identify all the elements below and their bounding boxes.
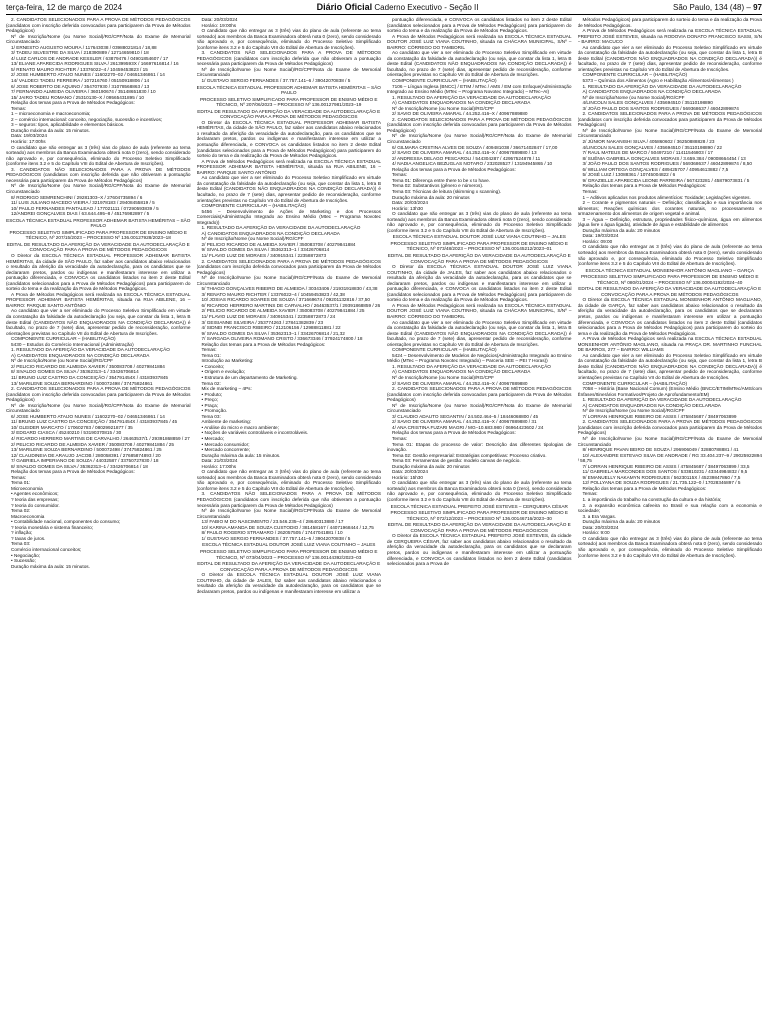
paragraph: Temas: <box>582 491 598 497</box>
paragraph: 9/ SIVALDO GOMES DA SILVA / 35362313–1 / 33426706814 <box>201 247 330 253</box>
paragraph: Data: 21/03/2024 <box>201 458 238 464</box>
page-number: 97 <box>753 2 762 12</box>
paragraph: 1. RESULTADO DA AFERIÇÃO DA VERACIDADE DA AUTODECLARAÇÃO <box>392 94 551 100</box>
paragraph: Horário: 09:00 <box>582 238 613 244</box>
paragraph: Horário: 13h30 <box>392 205 424 211</box>
paragraph: Relação dos temas para a Prova de Métodos Pedagógicos: <box>582 485 707 491</box>
paragraph: Nº de Inscrição/Nome (ou Nome Social)/RG/CPF/Nota do Exame de Memorial Circunstanciado <box>6 402 191 414</box>
paragraph: 3. CANDIDATOS NÃO SELECIONADOS PARA A PROVA DE MÉTODOS PEDAGÓGICOS (candidatos com inscrição deferida que não obtiveram a pontuação necessária para participarem da Prova de Métodos Pedagógicos) <box>6 166 191 183</box>
paragraph: 1/ GUSTAVO SERGIO FERNANDES / 37.757.141–6 / 39042070838 / 5 <box>201 535 351 541</box>
paragraph: A) CANDIDATOS ENQUADRADOS NA CONDIÇÃO DECLARADA <box>582 89 721 95</box>
paragraph: Tema 03: Ferramentas de gestão: modelo canvas de negócio. <box>392 458 521 464</box>
paragraph: 11/ GABRIELA MARCONDES DOS SANTOS / 533810231 / 43344984832 / 9,5 <box>582 469 748 475</box>
paragraph: O candidato que não entregar as 3 (três) vias do plano de aula (referente ao tema sorteado) aos membros da Banca Examinadora obterá nota 0 (zero), sendo considerado não aprovado e, por consequência, eliminado do Processo Seletivo Simplificado (conforme itens 3.2 e 5 do Capítulo VIII do Edital de Abertura de Inscrições). <box>577 535 762 558</box>
paragraph: Temas: <box>11 474 27 480</box>
paragraph: 4/ LUIZ CARLOS DE ANDRADE KESSLER / 63879476 / 04901854607 / 17 <box>11 55 169 61</box>
paragraph: • Origem e evolução; <box>201 369 246 375</box>
paragraph: 1. RESULTADO DA AFERIÇÃO DA VERACIDADE DA AUTODECLARAÇÃO <box>582 83 742 89</box>
paragraph: 2/ SAVIO DE OLIVEIRA AMARAL / 44.252.416–X / 40967889880 / 31 <box>392 419 537 425</box>
paragraph: A Prova de Métodos Pedagógicos será realizada na ESCOLA TÉCNICA ESTADUAL PREFEITO JOSÉ ESTEVES, situada na RODOVIA DONATO FRANCISCO SASSI, S/N – BAIRRO: MACUCO <box>577 28 762 45</box>
paragraph: Temas: <box>392 436 408 442</box>
paragraph: 4/LINCOLN SALES GONÇALVES / 435694510 / 35110198890 <box>582 100 713 106</box>
paragraph: PROCESSO SELETIVO SIMPLIFICADO PARA PROFESSOR DE ENSINO MÉDIO E TÉCNICO, Nº 073/04/2023 – PROCESSO Nº 136.00144392/2023–03 <box>199 548 378 560</box>
page-header <box>6 0 762 15</box>
paragraph: O candidato que não entregar as 3 (três) vias do plano de aula (referente ao tema sorteado) aos membros da Banca Examinadora obterá nota 0 (zero), sendo considerado não aprovado e, por consequência, eliminado do Processo Seletivo Simplificado (conforme itens 3.2 e 5 do Capítulo VIII do Edital de Abertura de Inscrições). <box>6 144 191 167</box>
paragraph: Relação dos temas para a Prova de Métodos Pedagógicos: <box>582 183 707 189</box>
paragraph: A Prova de Métodos Pedagógicos será realizada na ESCOLA TÉCNICA ESTADUAL DOUTOR JOSÉ LUIZ VIANA COUTINHO, situada na CHÁCARA MUNICIPAL, S/Nº – BAIRRO: CÓRREGO DO TAMBORIL <box>387 33 572 50</box>
paragraph: 4/ NADIA ANGELICA BEZUGLAS NOTARO / 232028527 / 13194945865 / 10 <box>392 161 553 167</box>
paragraph: 4/ SIDNEI FRANCISCO RIBEIRO / 212106156 / 12988811881 / 22 <box>201 325 341 331</box>
paragraph: Nº de Inscrição/Nome (ou Nome Social)/RG/CPF <box>392 375 495 380</box>
paragraph: COMPONENTE CURRICULAR – (HABILITAÇÃO) <box>201 203 307 209</box>
paragraph: 7/ GABRIELA IMPERIANO DE SOUZA / 44032587 / 33750727830 / 18 <box>11 458 159 464</box>
paragraph: 6/ RICARDO HERRERO MARTINS DE CARVALHO / 26463537/1 / 29391868859 / 26 <box>201 302 381 308</box>
paragraph: Data: 19/03/2024 <box>11 133 47 139</box>
paragraph: A Prova de Métodos Pedagógicos será realizada na ESCOLA TÉCNICA ESTADUAL MONSENHOR ANTÔNIO MAGLIANO, situada na PRAÇA DR. MARTINHO FUNCHAL DE BARROS, 277 – BAIRRO: WILLIAMS <box>577 336 762 353</box>
paragraph: 3/ RENATO MAURO RICHTER / 13376022–4 / 10459453823 / 42,38 <box>201 291 345 297</box>
paragraph: Duração máxima da aula: 15 minutos. <box>11 127 90 133</box>
paragraph: Tema 01: Diferença entre there to be x to have. <box>392 177 490 183</box>
paragraph: Nº de Inscrição/Nome (ou Nome Social)/RG/CPF/Nota do Exame de Memorial Circunstanciado <box>196 508 381 519</box>
paragraph: 7/ LORRAN HENRIQUE RIBEIRO DE ASSIS / 475845687 / 38497063899 / 33,5 <box>582 463 750 469</box>
paragraph: • Sucessão; <box>11 558 36 564</box>
paragraph: Macroeconomia <box>11 513 45 519</box>
paragraph: 3/ JOÃO PAULO DOS SANTOS RODRIGUES / 569368637 / 46042899874 <box>582 105 739 111</box>
paragraph: O Diretor da ESCOLA TÉCNICA ESTADUAL PROFESSOR ADHEMAR BATISTA HEMÉRITAS, da cidade de SÃO PAULO, faz saber aos candidatos abaixo relacionados o resultado da aferição da veracidade da autodeclaração, para os candidatos que se declararam pretos, pardos ou indígenas e manifestaram interesse em utilizar a pontuação diferenciada, e CONVOCA os candidatos listados no item 2 deste Edital (candidatos selecionados para a Prova de Métodos Pedagógicos) para participarem do sorteio do tema e da realização da Prova de Métodos Pedagógicos. <box>196 119 381 159</box>
paragraph: Duração máxima da aula: 20 minutos <box>582 227 661 233</box>
paragraph: 3. CANDIDATOS NÃO SELECIONADOS PARA A PROVA DE MÉTODOS PEDAGÓGICOS (candidatos com inscrição deferida que não obtiveram a pontuação necessária para participarem da Prova de Métodos Pedagógicos) <box>196 50 381 67</box>
paragraph: 8/ PAULO ROGERIO STRAMARO / 262057505 / 17447041881 / 10 <box>201 530 343 536</box>
paragraph: 2/ PELICIO RICARDO DE ALMEIDA XAVIER / 350083708 / 40279841884 / 25 <box>201 308 365 314</box>
paragraph: PROCESSO SELETIVO SIMPLIFICADO PARA PROFESSOR DE ENSINO MÉDIO E TÉCNICO, Nº 080/01/2024 – PROCESSO Nº 136.00004192/2024–40 <box>580 274 759 285</box>
paragraph: 10/ GLEIDER MARCATO / 170602783 / 08029921877 / 35 <box>11 424 133 430</box>
header-edition: São Paulo, 134 (48) – <box>673 2 751 12</box>
paragraph: 11/ BRUNO LUIZ CASTRO DA CONCEIÇÃO / 354791454X / 43183937845 / 45 <box>11 419 178 425</box>
paragraph: PROCESSO SELETIVO SIMPLIFICADO PARA PROFESSOR DE ENSINO MÉDIO E TÉCNICO, Nº 072/12/2023 – PROCESSO Nº 136.00146716/2023–30 <box>390 510 569 521</box>
paragraph: A) CANDIDATOS ENQUADRADOS NA CONDIÇÃO DECLARADA <box>392 100 531 106</box>
paragraph: 4/LINCOLN SALES GONÇALVES / 435694510 / 35110198890 / 22 <box>582 144 722 150</box>
paragraph: A) CANDIDATOS ENQUADRADOS NA CONDIÇÃO DECLARADA <box>582 402 721 408</box>
paragraph: 1/ ERNESTO AUGUSTO MOURA / 117643038 / 03988021814 / 18,88 <box>11 44 157 50</box>
paragraph: 5373 – Química dos Alimentos (Agro e Habilitação Alimentos/Alimentos ) <box>582 78 734 84</box>
paragraph: 2. CANDIDATOS SELECIONADOS PARA A PROVA DE MÉTODOS PEDAGÓGICOS (candidatos com inscrição deferida convocados para participarem da Prova de Métodos Pedagógicos) <box>6 386 191 403</box>
paragraph: O candidato que não entregar as 3 (três) vias do plano de aula (referente ao tema sorteado) aos membros da Banca Examinadora obterá nota 0 (zero), sendo considerado não aprovado e, por consequência, eliminado do Processo Seletivo Simplificado (conforme itens 3.2 e 5 do Capítulo VIII do Edital de Abertura de Inscrições). <box>196 28 381 50</box>
paragraph: 1. RESULTADO DA AFERIÇÃO DA VERACIDADE DA AUTODECLARAÇÃO <box>11 347 170 353</box>
paragraph: 2. CANDIDATOS SELECIONADOS PARA A PROVA DE MÉTODOS PEDAGÓGICOS (candidatos com inscrição deferida convocados para participarem da Prova de Métodos Pedagógicos) <box>196 258 381 275</box>
paragraph: Métodos Pedagógicos) para participarem do sorteio do tema e da realização da Prova de Métodos Pedagógicos. <box>577 17 762 28</box>
paragraph: 13/ MARILENE SOUZA BERNARDINO / 500072498 / 37475824861 / 25 <box>11 447 162 453</box>
paragraph: 7/ SARGADA OLIVEIRA ROMANO CRISTO / 336673346 / 37924174800 / 18 <box>201 336 363 342</box>
paragraph: COMPONENTE CURRICULAR – (HABILITAÇÃO) <box>582 380 688 386</box>
paragraph: Ao candidato que vier a ser eliminado do Processo Seletivo Simplificado em virtude da constatação da falsidade da autodeclaração (ou seja, que constar da lista 1, letra B deste Edital (CANDIDATOS NÃO ENQUADRADOS NA CONDIÇÃO DECLARADA)) é facultado, no prazo de 7 (sete) dias, apresentar pedido de reconsideração, conforme orientações previstas no Capítulo VII do Edital de Abertura de Inscrições. <box>196 175 381 203</box>
paragraph: 2/ ANDRESSA DELAGO PESCAROLI / 544304287 / 42957524878 / 11 <box>392 155 541 161</box>
paragraph: 3 – seguros: tipos, aplicabilidade e elementos básicos. <box>11 122 125 128</box>
paragraph: A Prova de Métodos Pedagógicos será realizada na ESCOLA TÉCNICA ESTADUAL PROFESSOR ADHEMAR BATISTA HEMÉRITAS, situada na RUA ABILENE, 16 – BAIRRO: PARQUE SANTO ANTÔNIO <box>196 158 381 175</box>
paragraph: 11/ FLAVIO LUIZ DE MORAES / 340915341 / 22358872873 / 24 <box>201 313 336 319</box>
paragraph: 1/ GUSTAVO SERGIO FERNANDES / 37.757.141–6 / 39042070838 / 5 <box>201 78 351 84</box>
paragraph: Ao candidato que vier a ser eliminado do Processo Seletivo Simplificado em virtude da constatação da falsidade da autodeclaração (ou seja, que constar da lista 1, letra B deste Edital (CANDIDATOS NÃO ENQUADRADOS NA CONDIÇÃO DECLARADA)) é facultado, no prazo de 7 (sete) dias, apresentar pedido de reconsideração, conforme orientações previstas no Capítulo VII do Edital de Abertura de Inscrições. <box>387 50 572 78</box>
paragraph: Nº de Inscrição/Nome (ou Nome Social)/RG/CPF/Nota do Exame de Memorial Circunstanciado <box>577 436 762 447</box>
paragraph: Data: 20/03/2024 <box>201 17 238 22</box>
paragraph: Duração máxima da aula: 15 minutos. <box>201 452 281 458</box>
paragraph: • Praça; <box>201 402 218 408</box>
paragraph: A) CANDIDATOS ENQUADRADOS NA CONDIÇÃO DECLARADA <box>392 369 531 375</box>
paragraph: 12/ POLLYANA DE SOUZA RODRIGUES / 21.735.122–0 / 17028346897 / 5 <box>582 480 741 486</box>
paragraph: 3 – Água – Definição, estrutura, propriedades físico–químicas, água em alimentos (água livre x água ligada), atividade de água e estabilidade de alimentos <box>577 216 762 228</box>
paragraph: • Análise do micro e macro ambiente; <box>201 424 279 430</box>
paragraph: 10/ PAULO FERNANDES PANTALEAO / 177021111 / 07290593839 / 5 <box>11 205 159 211</box>
paragraph: Tema 03: <box>201 413 221 419</box>
paragraph: Nº de Inscrição/Nome (ou Nome Social)/RG/CPF <box>11 358 114 364</box>
paragraph: 2/ PELICIO RICARDO DE ALMEIDA XAVIER / 350083708 / 40279841884 / 25 <box>11 441 175 447</box>
paragraph: 5424 – Desenvolvimento de Modelos de Negócios(Administração Integrado ao Ensino Médio (MTec – Programa Novotec Integrado) – Parceria SEE – PEI 7 Horas)) <box>387 352 572 364</box>
paragraph: Ao candidato que vier a ser eliminado do Processo Seletivo Simplificado em virtude da constatação da falsidade da autodeclaração (ou seja, que constar da lista 1, letra B deste Edital (CANDIDATOS NÃO ENQUADRADOS NA CONDIÇÃO DECLARADA)) é facultado, no prazo de 7 (sete) dias, apresentar pedido de reconsideração, conforme orientações previstas no Capítulo VII do Edital de Abertura de Inscrições. <box>577 352 762 380</box>
paragraph: 12/ANDREI GONÇALVES DIAS / 63.644.495–8 / 45176982897 / 5 <box>11 211 150 217</box>
paragraph: Ao candidato que vier a ser eliminado do Processo Seletivo Simplificado em virtude da constatação da falsidade da autodeclaração (ou seja, que constar da lista 1, letra B deste Edital (CANDIDATOS NÃO ENQUADRADOS NA CONDIÇÃO DECLARADA)) é facultado, no prazo de 7 (sete) dias, apresentar pedido de reconsideração, conforme orientações previstas no Capítulo VII do Edital de Abertura de Inscrições. <box>387 319 572 347</box>
paragraph: Data: 20/03/2024 <box>392 200 428 206</box>
text-columns <box>6 17 762 1022</box>
paragraph: Relação dos temas para a Prova de Métodos Pedagógicos: <box>11 100 135 106</box>
paragraph: • Mercado consumidor; <box>201 441 250 447</box>
paragraph: Data: 19/03/2024 <box>582 233 619 239</box>
paragraph: EDITAL DE RESULTADO DA AFERIÇÃO DA VERACIDADE DA AUTODECLARAÇÃO E CONVOCAÇÃO PARA A PROVA DE MÉTODOS PEDAGÓGICOS <box>578 286 762 297</box>
paragraph: ? taxas de juros. <box>11 535 46 541</box>
paragraph: 10/ JOSIAS RICARDO SOARES DE SOUZA / 371669674 / 09201132816 / 37,50 <box>201 297 370 303</box>
paragraph: Data: 20/03/2024 <box>582 524 619 530</box>
paragraph: ESCOLA TÉCNICA ESTADUAL PROFESSOR ADHEMAR BATISTA HEMÉRITAS – SÃO PAULO <box>196 84 381 96</box>
paragraph: Tema 02: Gestão empresarial: Estratégias competitivas: Processo criativo. <box>392 452 547 458</box>
paragraph: 8/ HENRIQUE PAVAN BEIRO DE SOUZA / 296906049 / 32880788881 / 41 <box>582 447 739 453</box>
paragraph: 2/ SAVIO DE OLIVEIRA AMARAL / 44.252.416–X / 40967889880 / 13 <box>392 150 537 156</box>
paragraph: 2 – comércio internacional: conceito, negociação, sucessão e incentivos; <box>11 116 163 122</box>
paragraph: A Prova de Métodos Pedagógicos será realizada na ESCOLA TÉCNICA ESTADUAL PROFESSOR ADHEMAR BATISTA HEMÉRITAS, situada na RUA ABILENE, 16 – BAIRRO: PARQUE SANTO ANTÔNIO <box>6 291 191 308</box>
paragraph: Nº de Inscrição/Nome (ou Nome Social)/RG/CPF <box>201 236 304 242</box>
paragraph: O candidato que não entregar as 3 (três) vias do plano de aula (referente ao tema sorteado) aos membros da Banca Examinadora obterá nota 0 (zero), sendo considerado não aprovado e, por consequência, eliminado do Processo Seletivo Simplificado (conforme itens 3.2 e 5 do Capítulo VIII do Edital de Abertura de Inscrições). <box>196 469 381 491</box>
paragraph: Mix de marketing – 4Ps: <box>201 386 252 392</box>
paragraph: ? teoria do consumidor. <box>11 502 60 508</box>
paragraph: 9/ EMANUELLY NAKAMYN RODRIGUES / 56230115X / 45239847860 / 7,5 <box>582 474 741 480</box>
paragraph: Ambiente de marketing: <box>201 419 252 425</box>
paragraph: 2. CANDIDATOS SELECIONADOS PARA A PROVA DE MÉTODOS PEDAGÓGICOS (candidatos com inscrição deferida convocados para participarem da Prova de Métodos Pedagógicos) <box>6 17 191 34</box>
paragraph: ? teoria das empresas; <box>11 497 59 503</box>
paragraph: Horário: 9:00 <box>582 530 610 536</box>
paragraph: Nº de Inscrição/Nome (ou Nome Social)/RG/CPF/Nota do Exame de Memorial Circunstanciado <box>387 133 572 145</box>
paragraph: • Noções de variáveis controláveis e incontroláveis. <box>201 430 309 436</box>
paragraph: O Diretor da ESCOLA TÉCNICA ESTADUAL DOUTOR JOSÉ LUIZ VIANA COUTINHO, da cidade de JALES, faz saber aos candidatos abaixo relacionados o resultado da aferição da veracidade da autodeclaração, para os candidatos que se declararam pretos, pardos ou indígenas e manifestaram interesse em utilizar a <box>196 572 381 594</box>
paragraph: 3. CANDIDATOS NÃO SELECIONADOS PARA A PROVA DE MÉTODOS PEDAGÓGICOS (candidatos com inscrição deferida que não obtiveram a pontuação necessária para participarem da Prova de Métodos Pedagógicos) <box>196 491 381 508</box>
paragraph: 1. a importância do trabalho na construção da cultura e da história; <box>582 497 722 503</box>
paragraph: EDITAL DE RESULTADO DA AFERIÇÃO DA VERACIDADE DA AUTODECLARAÇÃO E CONVOCAÇÃO PARA A PROVA DE MÉTODOS PEDAGÓGICOS <box>387 252 571 264</box>
paragraph: EDITAL DE RESULTADO DA AFERIÇÃO DA VERACIDADE DA AUTODECLARAÇÃO E CONVOCAÇÃO PARA A PROVA DE MÉTODOS PEDAGÓGICOS <box>197 108 381 120</box>
paragraph: O Diretor da ESCOLA TÉCNICA ESTADUAL DOUTOR JOSÉ LUIZ VIANA COUTINHO, da cidade de JALES, faz saber aos candidatos abaixo relacionados o resultado da aferição da veracidade da autodeclaração, para os candidatos que se declararam pretos, pardos ou indígenas e manifestaram interesse em utilizar a pontuação diferenciada, e CONVOCA os candidatos listados no item 2 deste Edital (candidatos selecionados para a Prova de Métodos Pedagógicos) para participarem do sorteio do tema e da realização da Prova de Métodos Pedagógicos. <box>387 264 572 303</box>
paragraph: • Mercado concorrente; <box>201 447 251 453</box>
paragraph: Relação dos temas para a Prova de Métodos Pedagógicos: <box>392 430 516 436</box>
paragraph: 3. a Era Vargas. <box>582 513 617 519</box>
paragraph: 3/ TADEU SILVESTRE DA SILVA / 218390889 / 12714659810 / 18 <box>11 50 149 56</box>
paragraph: 4/ RICARDO HERRERO MARTINS DE CARVALHO / 26463537/1 / 29391868859 / 27 <box>11 436 190 442</box>
paragraph: Duração máxima da aula: 15 minutos. <box>11 563 90 569</box>
paragraph: • Contabilidade nacional, componentes do consumo; <box>11 519 121 525</box>
paragraph: Nº de Inscrição/Nome (ou Nome Social)/RG/CPF <box>392 105 495 111</box>
paragraph: 9/ SIVALDO GOMES DA SILVA / 35362313–1 / 33426706814 / 21,32 <box>201 330 345 336</box>
paragraph: COMPONENTE CURRICULAR – (HABILITAÇÃO) <box>582 72 688 78</box>
paragraph: PROCESSO SELETIVO SIMPLIFICADO PARA PROFESSOR DE ENSINO MÉDIO E TÉCNICO, Nº 207/15/2023 – PROCESSO Nº 136.00127928/2023–18 <box>9 229 188 241</box>
paragraph: 7106 – Língua Inglesa (BNCC) / ETIM / MTec / AMS / EM com Enfoque(Administração Integrado ao Ensino Médio (MTec – Programa Novotec Integrado) – MTec–AI) <box>387 83 572 95</box>
paragraph: 12/ CLAUDINEIA DE ARAUJO JACOB / 280058391 / 27685874893 / 20 <box>11 452 161 458</box>
paragraph: ? teoria monetária e sistema financeiro; <box>11 524 94 530</box>
paragraph: A Prova de Métodos Pedagógicos será realizada na ESCOLA TÉCNICA ESTADUAL DOUTOR JOSÉ LUIZ VIANA COUTINHO, situada na CHÁCARA MUNICIPAL, S/Nº – BAIRRO: CÓRREGO DO TAMBORIL <box>387 302 572 319</box>
paragraph: • Promoção. <box>201 408 228 414</box>
paragraph: Temas: <box>11 105 27 111</box>
paragraph: Tema 03: Técnicas de leitura (skimming x scanning). <box>392 188 502 194</box>
paragraph: 7/ FERNANDO ALMEIDA OLIVEIRA / 360190674 / 35148651830 / 10 <box>11 89 156 95</box>
paragraph: • Conceito; <box>201 363 225 369</box>
paragraph: Relação dos temas para a Prova de Métodos Pedagógicos: <box>392 166 516 172</box>
paragraph: EDITAL DE RESULTADO DA AFERIÇÃO DA VERACIDADE DA AUTODECLARAÇÃO E CONVOCAÇÃO PARA A PROVA DE MÉTODOS PEDAGÓGICOS <box>6 241 190 253</box>
paragraph: 5/ JOSÉ LUIZ / 13088361 / 10745004822 / 6 <box>582 172 676 178</box>
paragraph: O candidato que não entregar as 3 (três) vias do plano de aula (referente ao tema sorteado) aos membros da Banca Examinadora obterá nota 0 (zero), sendo considerado não aprovado e, por consequência, eliminado do Processo Seletivo Simplificado (conforme itens 3.2 e 5 do Capítulo VIII do Edital de Abertura de Inscrições). <box>387 211 572 233</box>
column-1 <box>6 17 191 1022</box>
paragraph: 1 – microeconomia e macroeconomia; <box>11 111 91 117</box>
paragraph: Tema 02: Substantivos (gênero e números). <box>392 183 484 189</box>
paragraph: Duração máxima da aula: 20 minutos <box>392 463 470 469</box>
header-date: terça-feira, 12 de março de 2024 <box>6 2 123 12</box>
paragraph: 2/ PELICIO RICARDO DE ALMEIDA XAVIER / 350083708 / 40279841884 <box>11 363 165 369</box>
paragraph: 8/ SIVALDO GOMES DA SILVA / 35362313–1 / 33426706814 / 18 <box>11 463 148 469</box>
paragraph: 2. a expansão econômica cafeeira no Brasil e sua relação com a economia e sociedade; <box>577 502 762 514</box>
paragraph: 5/ RENATO MAURO RICHTER / 13376022–4 / 10459453823 / 15 <box>11 66 148 72</box>
paragraph: 13/ ELIANE APARECIDA RODRIGUES SILVA / 261399593X / 16697616814 / 16 <box>11 61 179 67</box>
paragraph: Nº de Inscrição/Nome (ou Nome Social)/RG/CPF <box>582 408 685 414</box>
paragraph: Horário: 19:00hs <box>201 22 237 28</box>
paragraph: COMPONENTE CURRICULAR – (HABILITAÇÃO) <box>392 347 497 353</box>
paragraph: ESCOLA TÉCNICA ESTADUAL DOUTOR JOSÉ LUIZ VIANA COUTINHO – JALES <box>202 542 376 548</box>
paragraph: 1. RESULTADO DA AFERIÇÃO DA VERACIDADE DA AUTODECLARAÇÃO <box>582 397 742 403</box>
paragraph: O Diretor da ESCOLA TÉCNICA ESTADUAL PREFEITO JOSÉ ESTEVES, da cidade de CERQUEIRA CÉSAR, faz saber aos candidatos abaixo relacionados o resultado da aferição da veracidade da autodeclaração, para os candidatos que se declararam pretos, pardos ou indígenas e manifestaram interesse em utilizar a pontuação diferenciada, e CONVOCA os candidatos listados no item 2 deste Edital (candidatos selecionados para a Prova de <box>387 533 572 567</box>
paragraph: • Mercado; <box>201 436 224 442</box>
paragraph: 2/ JÚNIOR NAKANISHI SILVA / 405860602 / 36250888828 / 23 <box>582 139 715 145</box>
paragraph: 6/ WILLIAM ORTEGA GONÇALVES / 489425707 / 40954613882 / 7,5 <box>582 166 729 172</box>
paragraph: 8/ SUÊNIA GABRIELA GONÇALVES MORAIS / 3.659.384 / 09008664454 / 13 <box>582 155 746 161</box>
paragraph: Horário: 17:00hs <box>11 139 46 145</box>
paragraph: Nº de Inscrição/Nome (ou Nome Social)/RG/CPF/Nota do Exame de Memorial Circunstanciado <box>196 275 381 286</box>
journal-title: Diário Oficial <box>316 2 373 12</box>
paragraph: 2. CANDIDATOS SELECIONADOS PARA A PROVA DE MÉTODOS PEDAGÓGICOS (candidatos com inscrição deferida convocados para participarem da Prova de Métodos Pedagógicos) <box>387 386 572 403</box>
paragraph: PROCESSO SELETIVO SIMPLIFICADO PARA PROFESSOR DE ENSINO MÉDIO E TÉCNICO, Nº 207/06/2023 – PROCESSO Nº 136.00127981/2023–19 <box>199 96 378 108</box>
paragraph: 3/ GEISIANNE SILVEIRA / 253774263 / 27841382839 / 23 <box>201 319 324 325</box>
paragraph: ESCOLA TÉCNICA ESTADUAL PROFESSOR ADHEMAR BATISTA HEMÉRITAS – SÃO PAULO <box>6 217 191 229</box>
paragraph: COMPONENTE CURRICULAR – (HABILITAÇÃO) <box>392 78 497 84</box>
paragraph: O Diretor da ESCOLA TÉCNICA ESTADUAL PROFESSOR ADHEMAR BATISTA HEMÉRITAS, da cidade de SÃO PAULO, faz saber aos candidatos abaixo relacionados o resultado da aferição da veracidade da autodeclaração, para os candidatos que se declararam pretos, pardos ou indígenas e manifestaram interesse em utilizar a pontuação diferenciada, e CONVOCA os candidatos listados no item 2 deste Edital (candidatos selecionados para a Prova de Métodos Pedagógicos) para participarem do sorteio do tema e da realização da Prova de Métodos Pedagógicos. <box>6 252 191 292</box>
paragraph: 2/ JOSE HUMBERTO ATAIJO NUNES / 11602270–02 / 04651346861 / 14 <box>11 72 165 78</box>
paragraph: 1 – Aditivos aplicados nos produtos alimentícios: Toxidade; Legislações vigentes. <box>582 194 751 200</box>
paragraph: Ao candidato que vier a ser eliminado do Processo Seletivo Simplificado em virtude da constatação da falsidade da autodeclaração (ou seja, que constar da lista 1, letra B deste Edital (CANDIDATOS NÃO ENQUADRADOS NA CONDIÇÃO DECLARADA)) é facultado, no prazo de 7 (sete) dias, apresentar pedido de reconsideração, conforme orientações previstas no Capítulo VII do Edital de Abertura de Inscrições. <box>6 308 191 336</box>
paragraph: Horário: 15h30 <box>392 474 424 480</box>
paragraph: Nº de Inscrição/Nome (ou Nome Social)/RG/CPF/Nota do Exame de Memorial Circunstanciado <box>577 127 762 139</box>
paragraph: 7/ LORRAN HENRIQUE RIBEIRO DE ASSIS / 475845687 / 38497063899 <box>582 413 737 419</box>
paragraph: ESCOLA TÉCNICA ESTADUAL MONSENHOR ANTÔNIO MAGLIANO – GARÇA <box>585 267 754 273</box>
paragraph: 15/ JAIRO TADEU ROMANO / 25310130–X / 09565431895 / 10 <box>11 94 144 100</box>
paragraph: 10/ ALEXANDRE ESTEVAO SILVA DE ANDRADE / RG 33.404.237–9 / 29025922894 / 58,75 <box>577 452 762 464</box>
paragraph: Duração máxima da aula: 20 minutos <box>392 194 470 200</box>
column-3 <box>387 17 572 1022</box>
paragraph: 10/ KARINA AMANDA DE SOUZA CUSTODIO / 381458167 / 44071968444 / 12,75 <box>201 524 374 530</box>
paragraph: O Diretor da ESCOLA TÉCNICA ESTADUAL MONSENHOR ANTÔNIO MAGLIANO, da cidade de GARÇA, faz saber aos candidatos abaixo relacionados o resultado da aferição da veracidade da autodeclaração, para os candidatos que se declararam pretos, pardos ou indígenas e manifestaram interesse em utilizar a pontuação diferenciada, e CONVOCA os candidatos listados no item 2 deste Edital (candidatos selecionados para a Prova de Métodos Pedagógicos) para participarem do sorteio do tema e da realização da Prova de Métodos Pedagógicos. <box>577 297 762 336</box>
paragraph: 6/ JOSE ROBERTO DE AQUINO / 354707930 / 31078568863 / 13 <box>11 83 150 89</box>
paragraph: 2/ SAVIO DE OLIVEIRA AMARAL / 44.252.416–X / 40967889880 <box>392 380 528 386</box>
paragraph: 2/ SAVIO DE OLIVEIRA AMARAL / 44.252.416–X / 40967889880 <box>392 111 528 117</box>
paragraph: Tema 01: Etapas do processo de valor: Descrição das diferentes tipologias de inovação. <box>387 441 572 453</box>
paragraph: Microeconomia <box>11 485 43 491</box>
paragraph: 14/ VALDECI TADEU FERREIRA / 107216760 / 05150918806 / 14 <box>11 78 150 84</box>
paragraph: Tema 02: <box>11 508 31 514</box>
paragraph: 5456 – Desenvolvimento de Ações de Marketing e dos Processos Comerciais(Administração Integrado ao Ensino Médio (Mtec – Programa Novotec Integrado)) <box>196 208 381 225</box>
paragraph: 1. RESULTADO DA AFERIÇÃO DA VERACIDADE DA AUTODECLARAÇÃO <box>392 363 551 369</box>
column-4 <box>578 17 763 1022</box>
header-location <box>673 3 762 12</box>
paragraph: Introdução ao Marketing: <box>201 358 254 364</box>
paragraph: Temas: <box>201 347 217 353</box>
paragraph: Duração máxima da aula: 20 minutos <box>582 519 661 525</box>
paragraph: 2. CANDIDATOS SELECIONADOS PARA A PROVA DE MÉTODOS PEDAGÓGICOS (candidatos com inscrição deferida convocados para participarem da Prova de Métodos Pedagógicos) <box>387 116 572 133</box>
paragraph: 7058 – História (Base Nacional Comum) (Ensino Médio (BNCC/ETIM/MTec/AMS/com Ênfases/Itinerários Formativos/Projeto de Aprofundamento/EM) <box>577 386 762 397</box>
paragraph: 2. CANDIDATOS SELECIONADOS PARA A PROVA DE MÉTODOS PEDAGÓGICOS (candidatos com inscrição deferida convocados para participarem da Prova de Métodos Pedagógicos) <box>577 111 762 128</box>
paragraph: • Agentes econômicos; <box>11 491 59 497</box>
paragraph: 8/ SIVALDO GOMES DA SILVA / 35362313–1 / 33426706814 <box>11 369 139 375</box>
paragraph: 2/ PELICIO RICARDO DE ALMEIDA XAVIER / 350083708 / 40279841884 <box>201 241 356 247</box>
journal-section: Caderno Executivo - Seção II <box>374 3 479 12</box>
paragraph: 3/ JOÃO PAULO DOS SANTOS RODRIGUES / 569368637 / 46042899874 / 8,50 <box>582 161 752 167</box>
header-publication <box>317 2 479 12</box>
paragraph: Temas: <box>582 188 598 194</box>
paragraph: 9/ GRAZIELLE APARECIDA LEONE PARREIRA / 567423281 / 45879073831 / 5 <box>582 177 750 183</box>
paragraph: Nº de Inscrição/Nome (ou Nome Social)/RG/CPF/Nota do Exame de Memorial Circunstanciado <box>6 33 191 45</box>
paragraph: Data: 20/03/2024 <box>392 469 428 475</box>
paragraph: 11/ LUIS JULIANO MACEDO VIEIRA / 321978183 / 29408455819 / 5 <box>11 200 155 206</box>
paragraph: A) CANDIDATOS ENQUADRADOS NA CONDIÇÃO DECLARADA <box>201 230 340 236</box>
paragraph: O candidato que não entregar as 3 (três) vias do plano de aula (referente ao tema sorteado) aos membros da Banca Examinadora obterá nota 0 (zero), sendo considerado não aprovado e, por consequência, eliminado do Processo Seletivo Simplificado (conforme itens 3.2 e 5 do Capítulo VIII do Edital de Abertura de Inscrições). <box>577 244 762 267</box>
paragraph: Tema 02: <box>201 380 221 386</box>
paragraph: Ao candidato que vier a ser eliminado do Processo Seletivo Simplificado em virtude da constatação da falsidade da autodeclaração (ou seja, que constar da lista 1, letra B deste Edital (CANDIDATOS NÃO ENQUADRADOS NA CONDIÇÃO DECLARADA)) é facultado, no prazo de 7 (sete) dias, apresentar pedido de reconsideração, conforme orientações previstas no Capítulo VII do Edital de Abertura de Inscrições. <box>577 44 762 72</box>
paragraph: ? inflação; <box>11 530 33 536</box>
paragraph: EDITAL DE RESULTADO DA AFERIÇÃO DA VERACIDADE DA AUTODECLARAÇÃO E CONVOCAÇÃO PARA A PROVA DE MÉTODOS PEDAGÓGICOS <box>197 561 381 572</box>
paragraph: 11/ FLAVIO LUIZ DE MORAES / 340915341 / 22358872873 <box>201 252 327 258</box>
paragraph: 13/ FABIO M DO NASCIMENTO / 23.546.235–4 / 28640313880 / 17 <box>201 519 344 525</box>
paragraph: 6/ GILMARA CRISTINA ALVES DE SOUZA / 409481038 / 36671402847 / 17,00 <box>392 144 558 150</box>
paragraph: O candidato que não entregar as 3 (três) vias do plano de aula (referente ao tema sorteado) aos membros da Banca Examinadora obterá nota 0 (zero), sendo considerado não aprovado e, por consequência, eliminado do Processo Seletivo Simplificado (conforme itens 3.2 e 5 do Capítulo VIII do Edital de Abertura de Inscrições). <box>387 480 572 503</box>
paragraph: Tema 01: <box>11 480 31 486</box>
paragraph: Tema 03: <box>11 541 31 547</box>
paragraph: Nº de Inscrição/Nome (ou Nome Social)/RG/CPF/Nota do Exame de Memorial Circunstanciado <box>6 183 191 194</box>
paragraph: Relação dos temas para a Prova de Métodos Pedagógicos: <box>11 469 135 475</box>
paragraph: Relação dos temas para a Prova de Métodos Pedagógicos: <box>201 341 326 347</box>
paragraph: 1. RESULTADO DA AFERIÇÃO DA VERACIDADE DA AUTODECLARAÇÃO <box>201 225 361 231</box>
paragraph: Nº de Inscrição/Nome (ou Nome Social)/RG/CPF/Nota do Exame de Memorial Circunstanciado <box>387 402 572 414</box>
paragraph: 3/ CLAUDIO ADAUTO SEGANTIN / 24.502.464–5 / 18446068800 / 45 <box>392 413 539 419</box>
paragraph: 8/ RODRIGO SEMRENCHINI / 29281303–X / 27604735894 / 6 <box>11 194 143 200</box>
paragraph: Tema 01: <box>201 352 221 358</box>
paragraph: 5430 – Estudos do Comércio Internacional (Administração) <box>11 341 134 347</box>
paragraph: Horário: 17:00hs <box>201 463 237 469</box>
paragraph: 11/ BRUNO LUIZ CASTRO DA CONCEIÇÃO / 354791454X / 43183937845 <box>11 375 169 380</box>
paragraph: • Estrutura de um departamento de Marketing. <box>201 375 298 380</box>
paragraph: A) CANDIDATOS ENQUADRADOS NA CONDIÇÃO DECLARADA <box>11 352 150 358</box>
paragraph: 5/ THIAGO GONÇALVES RIBEIRO DE ALMEIDA / 30343406 / 21931918830 / 43,38 <box>201 286 378 292</box>
paragraph: COMPONENTE CURRICULAR – (HABILITAÇÃO) <box>11 336 116 342</box>
paragraph: 7/ RAUL MATEUS DE MARCO / 50497210 / 11411546803 / 17 <box>582 150 713 156</box>
paragraph: Temas: <box>392 172 408 178</box>
paragraph: 2. CANDIDATOS SELECIONADOS PARA A PROVA DE MÉTODOS PEDAGÓGICOS (candidatos com inscrição deferida convocados para participarem da Prova de Métodos Pedagógicos) <box>577 419 762 436</box>
column-2 <box>197 17 382 1022</box>
paragraph: ESCOLA TÉCNICA ESTADUAL DOUTOR JOSÉ LUIZ VIANA COUTINHO – JALES <box>392 234 566 240</box>
paragraph: • Negociação; <box>11 552 41 558</box>
paragraph: Nº de Inscrição/Nome (ou Nome Social)/RG/CPF/Nota do Exame de Memorial Circunstanciado <box>196 66 381 78</box>
paragraph: 2 – Corante e pigmentos naturais – Definição; classificação e sua importância nos alimentos; Reações químicas dos corantes naturais, no processamento e armazenamento dos alimentos de origem vegetal e animal. <box>577 200 762 217</box>
paragraph: Nº de Inscrição/Nome (ou Nome Social)/RG/CPF <box>582 94 685 100</box>
paragraph: 4/ ANA CRISTINA FUZARI MAGRI / MG–10.683.980 / 06964423602 / 24 <box>392 424 544 430</box>
paragraph: 13/ MARILENE SOUZA BERNARDINO / 500072498 / 37475824861 <box>11 380 153 386</box>
paragraph: EDITAL DE RESULTADO DA AFERIÇÃO DA VERACIDADE DA AUTODECLARAÇÃO E CONVOCAÇÃO PARA A PROVA DE MÉTODOS PEDAGÓGICOS <box>387 522 571 533</box>
paragraph: • Preço; <box>201 397 218 403</box>
paragraph: PROCESSO SELETIVO SIMPLIFICADO PARA PROFESSOR DE ENSINO MÉDIO E TÉCNICO, Nº 073/48/2023 – PROCESSO Nº 136.00145212/2023–01 <box>390 240 569 252</box>
paragraph: • Produto; <box>201 391 223 397</box>
paragraph: ESCOLA TÉCNICA ESTADUAL PREFEITO JOSÉ ESTEVES – CERQUEIRA CÉSAR <box>390 503 568 509</box>
paragraph: 6/ JOSE HUMBERTO ATAIJO NUNES / 11602270–02 / 04651346861 / 14 <box>11 413 165 419</box>
paragraph: 3/ EDGARD CIASCA / 45240210 / 53190370815 / 30 <box>11 430 122 436</box>
paragraph: Comércio internacional conceitos; <box>11 546 82 552</box>
paragraph: pontuação diferenciada, e CONVOCA os candidatos listados no item 2 deste Edital (candidatos selecionados para a Prova de Métodos Pedagógicos) para participarem do sorteio do tema e da realização da Prova de Métodos Pedagógicos. <box>387 17 572 34</box>
